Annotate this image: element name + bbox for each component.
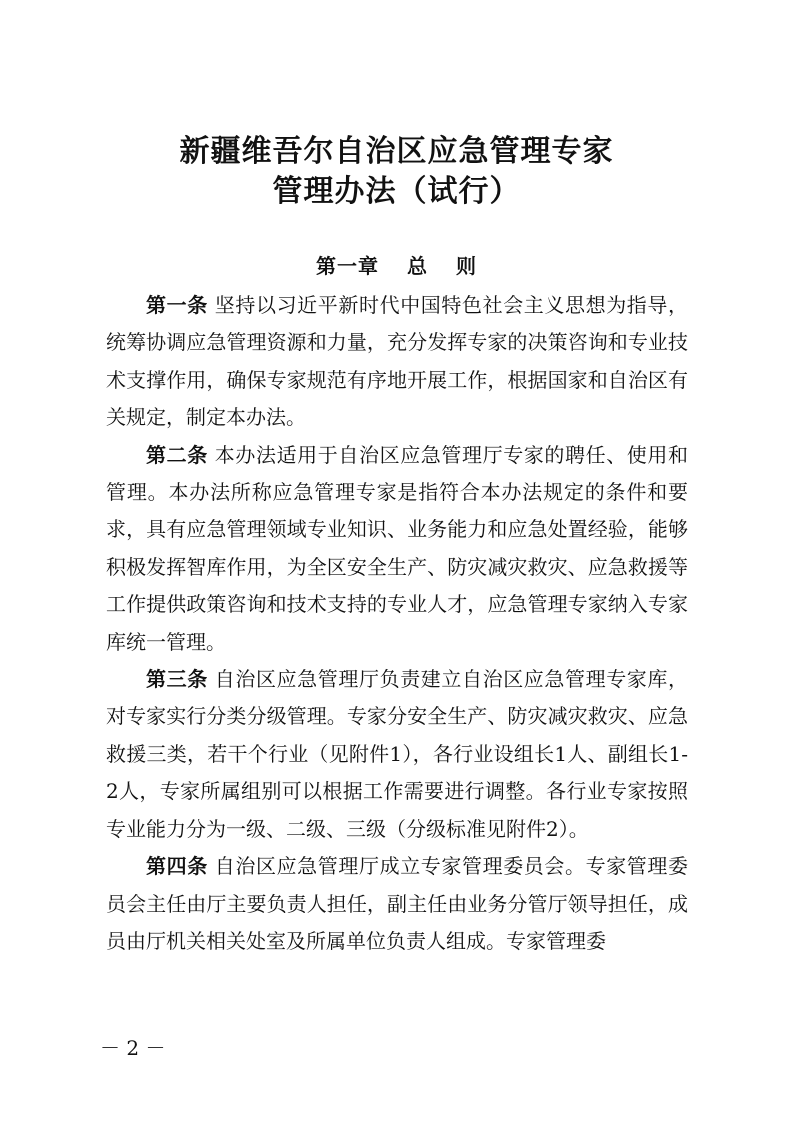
page-number: － 2 －	[100, 1036, 166, 1060]
chapter-heading	[0, 256, 793, 276]
document-title-line1: 新疆维吾尔自治区应急管理专家	[179, 134, 614, 169]
article-1-text: 坚持以习近平新时代中国特色社会主义思想为指导，统筹协调应急管理资源和力量，充分发挥专家的决策咨询和专业技术支撑作用，确保专家规范有序地开展工作，根据国家和自治区有关规定，制定本办法。	[106, 293, 689, 430]
article-2	[106, 437, 688, 661]
article-3	[106, 661, 688, 848]
article-3-text: 自治区应急管理厅负责建立自治区应急管理专家库，对专家实行分类分级管理。专家分安全生产、防灾减灾救灾、应急救援三类，若干个行业（见附件1），各行业设组长1人、副组长1-2人，专家所属组别可以根据工作需要进行调整。各行业专家按照专业能力分为一级、二级、三级（分级标准见附件2）。	[106, 667, 689, 841]
article-4-text: 自治区应急管理厅成立专家管理委员会。专家管理委员会主任由厅主要负责人担任，副主任由业务分管厅领导担任，成员由厅机关相关处室及所属单位负责人组成。专家管理委	[106, 854, 689, 953]
article-3-label: 第三条	[146, 667, 208, 692]
article-2-label: 第二条	[146, 442, 208, 467]
article-1	[106, 287, 688, 437]
chapter-title-char2: 则	[456, 254, 477, 278]
article-1-label: 第一条	[146, 293, 208, 317]
article-4-label: 第四条	[146, 854, 208, 879]
document-body	[106, 287, 688, 960]
article-4	[106, 848, 688, 960]
chapter-number: 第一章	[316, 254, 379, 278]
document-title-line2: 管理办法（试行）	[272, 174, 521, 209]
chapter-title-char1: 总	[407, 254, 428, 278]
article-2-text: 本办法适用于自治区应急管理厅专家的聘任、使用和管理。本办法所称应急管理专家是指符合本办法规定的条件和要求，具有应急管理领域专业知识、业务能力和应急处置经验，能够积极发挥智库作用，为全区安全生产、防灾减灾救灾、应急救援等工作提供政策咨询和技术支持的专业人才，应急管理专家纳入专家库统一管理。	[106, 442, 689, 654]
